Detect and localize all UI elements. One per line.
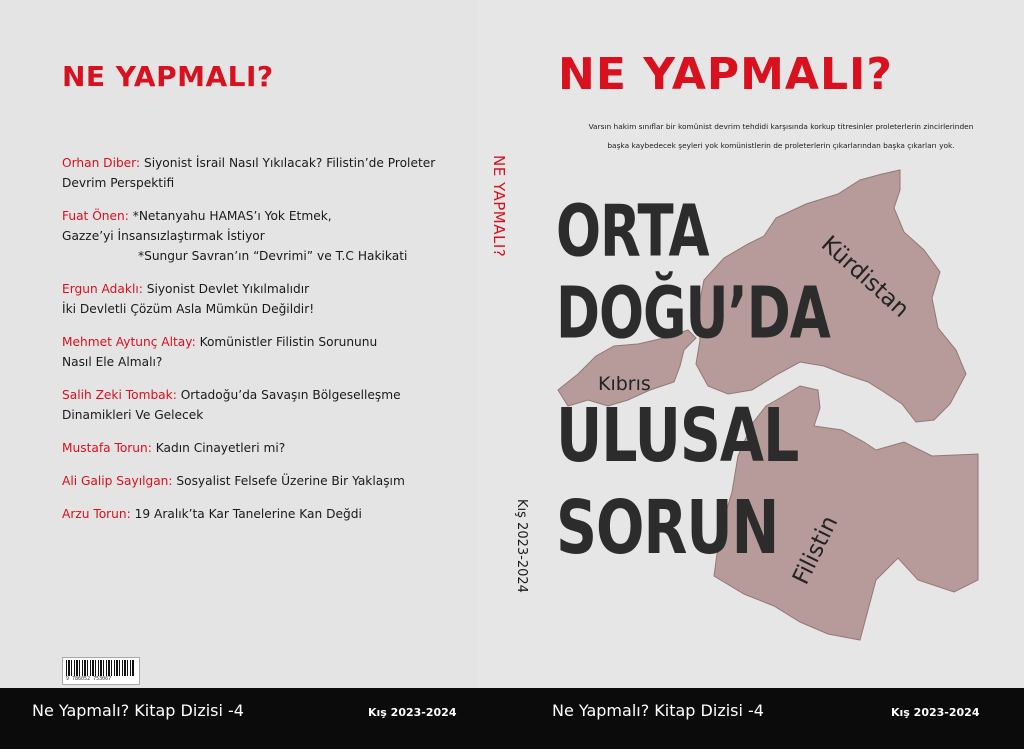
map-label-kurdistan: Kürdistan (815, 231, 914, 323)
toc-article-title: *Sungur Savran’ın “Devrimi” ve T.C Hakikati (138, 249, 408, 263)
headline-line: DOĞU’DA (556, 272, 830, 355)
toc-author: Arzu Torun: (62, 507, 131, 521)
toc-entry (62, 471, 472, 491)
spine (478, 0, 538, 688)
barcode-digits: 9 786052 753067 (66, 676, 112, 682)
toc-author: Fuat Önen: (62, 209, 129, 223)
toc-article-title: Siyonist Devlet Yıkılmalıdır (146, 282, 310, 296)
toc-article-title: *Netanyahu HAMAS’ı Yok Etmek, (132, 209, 332, 223)
toc-entry (62, 332, 472, 372)
toc-article-title: Ortadoğu’da Savaşın Bölgeselleşme (180, 388, 401, 402)
toc-article-title: Komünistler Filistin Sorununu (199, 335, 378, 349)
toc-author: Salih Zeki Tombak: (62, 388, 177, 402)
toc-article-title: Sosyalist Felsefe Üzerine Bir Yaklaşım (176, 474, 405, 488)
barcode-bars (66, 660, 134, 676)
front-cover-title: NE YAPMALI? (558, 49, 893, 100)
front-quote (546, 117, 1016, 155)
table-of-contents (62, 153, 472, 537)
quote-line: Varsın hakim sınıflar bir komünist devrim tehdidi karşısında korkup titresinler proleterlerin zincirlerinden (588, 122, 974, 131)
toc-entry (62, 206, 472, 266)
toc-article-title: Kadın Cinayetleri mi? (155, 441, 286, 455)
toc-entry (62, 504, 472, 524)
quote-line: başka kaybedecek şeyleri yok komünistlerin de proleterlerin çıkarlarından başka çıkarları yok. (607, 141, 955, 150)
toc-article-title: Gazze’yi İnsansızlaştırmak İstiyor (62, 229, 265, 243)
toc-author: Ergun Adaklı: (62, 282, 143, 296)
toc-author: Orhan Diber: (62, 156, 141, 170)
headline-line: ULUSAL (556, 393, 799, 480)
toc-article-title: Devrim Perspektifi (62, 176, 175, 190)
series-label-back: Ne Yapmalı? Kitap Dizisi -4 (32, 701, 244, 720)
toc-entry (62, 279, 472, 319)
toc-entry (62, 385, 472, 425)
toc-author: Ali Galip Sayılgan: (62, 474, 173, 488)
toc-article-title: Siyonist İsrail Nasıl Yıkılacak? Filistin’de Proleter (143, 156, 436, 170)
issue-label-front: Kış 2023-2024 (891, 706, 980, 719)
spine-title: NE YAPMALI? (490, 155, 508, 258)
toc-entry (62, 153, 472, 193)
toc-entry (62, 438, 472, 458)
toc-author: Mustafa Torun: (62, 441, 152, 455)
toc-article-title: 19 Aralık’ta Kar Tanelerine Kan Değdi (134, 507, 362, 521)
toc-article-title: İki Devletli Çözüm Asla Mümkün Değildir! (62, 302, 315, 316)
toc-article-title: Nasıl Ele Almalı? (62, 355, 163, 369)
issue-label-back: Kış 2023-2024 (368, 706, 457, 719)
toc-author: Mehmet Aytunç Altay: (62, 335, 196, 349)
headline-line: ORTA (556, 190, 709, 273)
spine-issue: Kış 2023-2024 (514, 499, 529, 593)
back-cover-title: NE YAPMALI? (62, 60, 274, 93)
map-label-kibris: Kıbrıs (598, 373, 651, 395)
series-label-front: Ne Yapmalı? Kitap Dizisi -4 (552, 701, 764, 720)
map-label-filistin: Filistin (788, 511, 844, 589)
isbn-barcode (62, 657, 140, 685)
toc-article-title: Dinamikleri Ve Gelecek (62, 408, 204, 422)
headline-line: SORUN (556, 485, 779, 572)
